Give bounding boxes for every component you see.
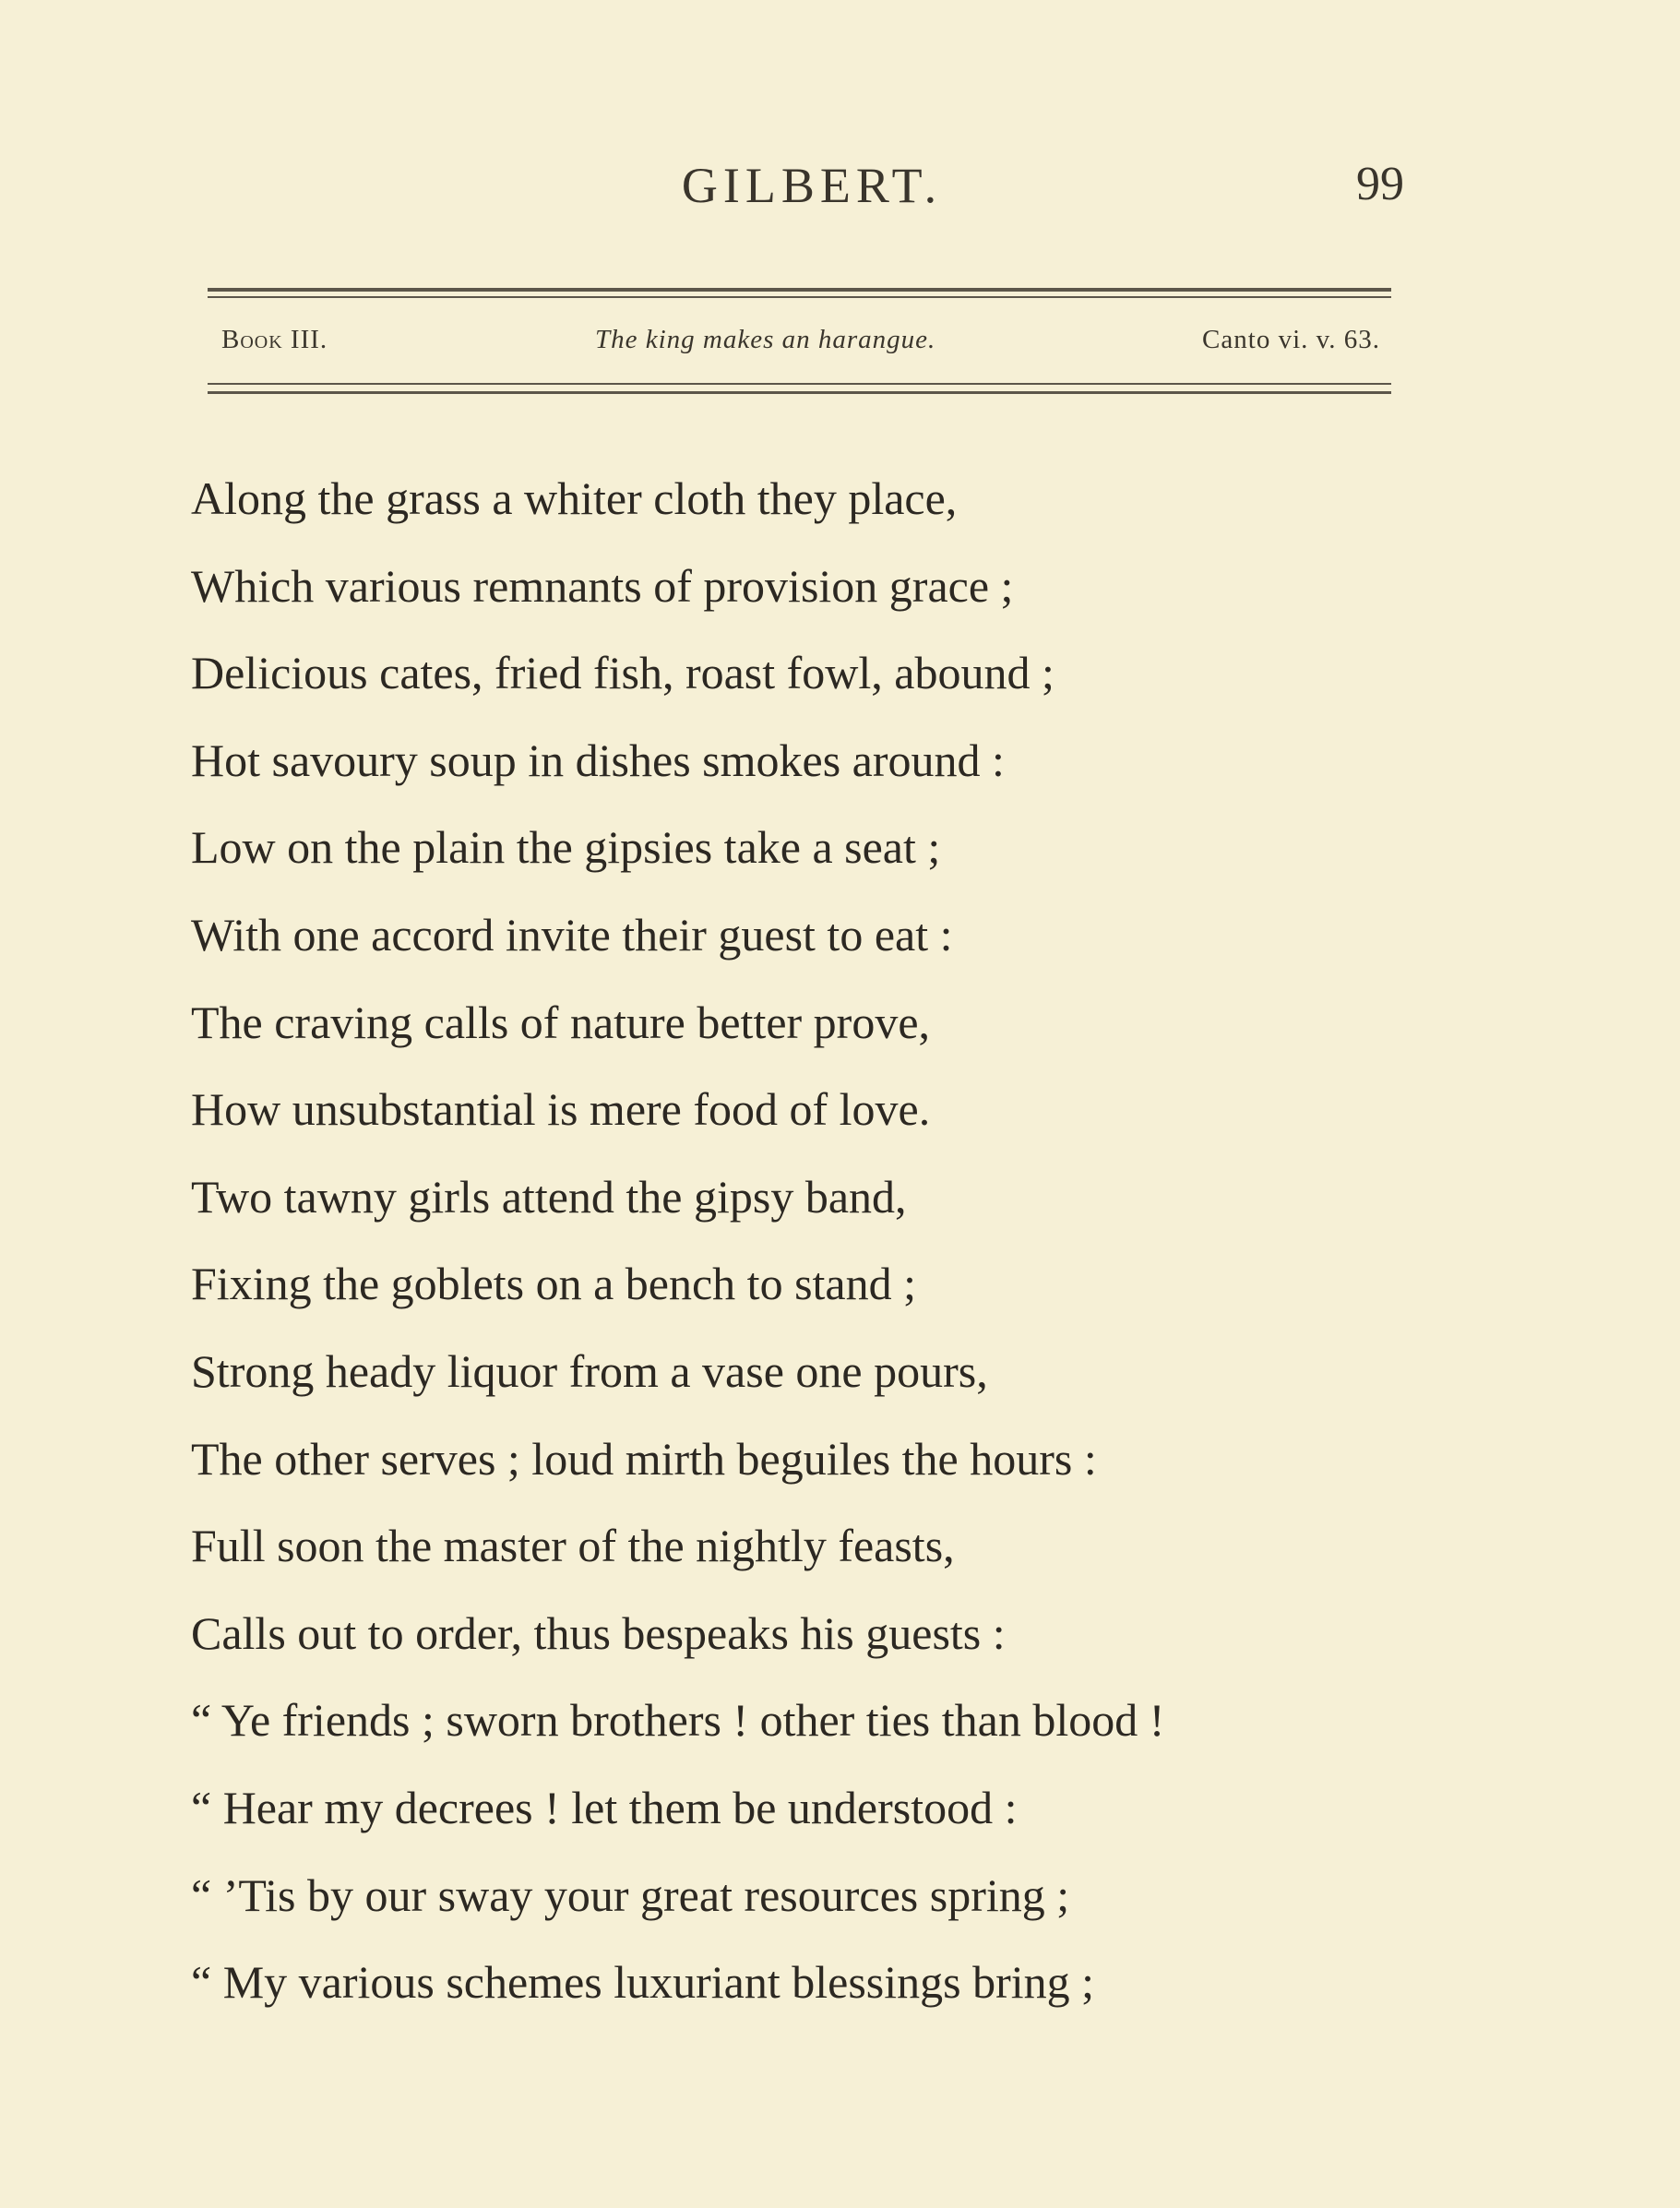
verse-line: Calls out to order, thus bespeaks his guests :	[191, 1606, 1006, 1659]
verse-line: “ Hear my decrees ! let them be understood :	[191, 1781, 1018, 1833]
verse-line: Fixing the goblets on a bench to stand ;	[191, 1258, 917, 1310]
section-subheading	[208, 325, 1391, 362]
verse-line: Which various remnants of provision grace ;	[191, 559, 1014, 612]
verse-block	[191, 461, 1436, 2033]
verse-line: Strong heady liquor from a vase one pours,	[191, 1344, 988, 1397]
verse-line: With one accord invite their guest to eat :	[191, 908, 953, 961]
verse-line: “ ’Tis by our sway your great resources spring ;	[191, 1868, 1070, 1921]
verse-line: How unsubstantial is mere food of love.	[191, 1083, 931, 1136]
page-header	[0, 157, 1680, 221]
verse-line: Along the grass a whiter cloth they place,	[191, 472, 958, 524]
verse-line: The craving calls of nature better prove,	[191, 996, 931, 1048]
verse-line: Hot savoury soup in dishes smokes around :	[191, 734, 1005, 786]
verse-line: The other serves ; loud mirth beguiles the hours :	[191, 1432, 1097, 1485]
page-number: 99	[1356, 158, 1404, 210]
top-rule-thin	[208, 296, 1391, 298]
running-title: GILBERT.	[681, 158, 943, 213]
verse-line: “ My various schemes luxuriant blessings bring ;	[191, 1956, 1095, 2009]
verse-line: Full soon the master of the nightly feasts,	[191, 1520, 955, 1572]
canto-label: Canto vi. v. 63.	[1202, 325, 1380, 354]
top-rule-thick	[208, 288, 1391, 292]
bottom-rule-thick	[208, 391, 1391, 394]
topic-label: The king makes an harangue.	[595, 325, 936, 354]
verse-line: “ Ye friends ; sworn brothers ! other ties than blood !	[191, 1694, 1165, 1747]
bottom-rule-thin	[208, 383, 1391, 385]
verse-line: Delicious cates, fried fish, roast fowl, abound ;	[191, 647, 1054, 699]
verse-line: Low on the plain the gipsies take a seat ;	[191, 821, 941, 874]
book-label: Book III.	[221, 325, 328, 354]
verse-line: Two tawny girls attend the gipsy band,	[191, 1170, 907, 1223]
